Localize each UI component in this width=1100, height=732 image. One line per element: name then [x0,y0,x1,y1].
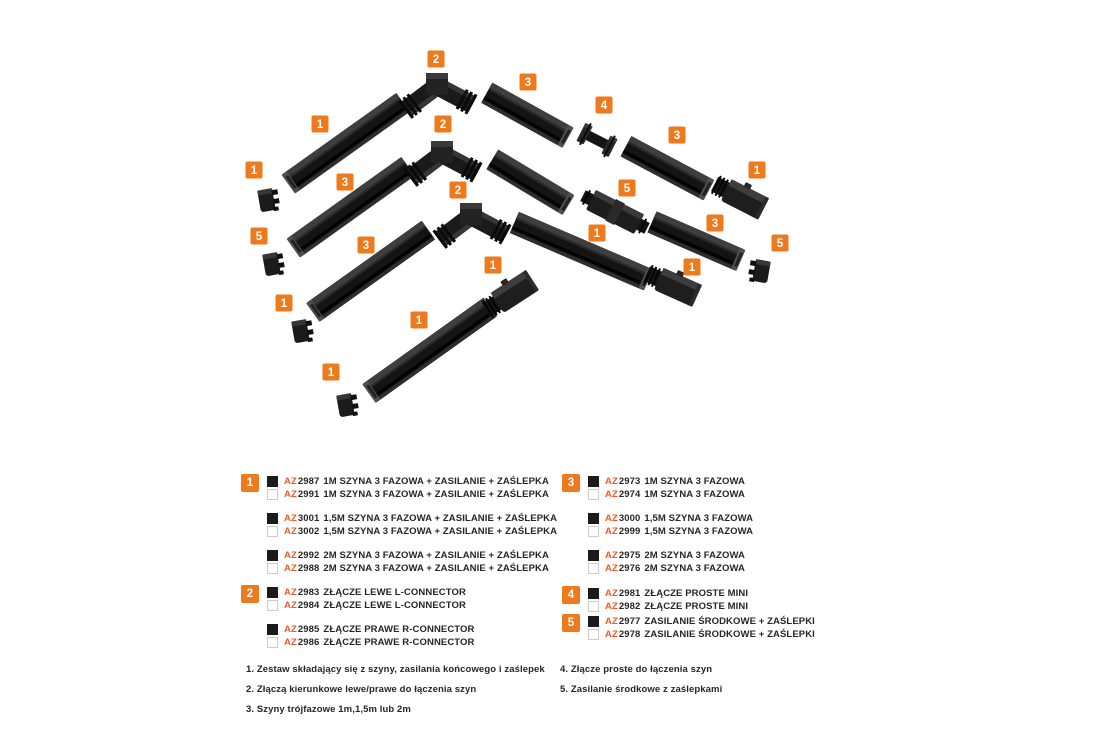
product-description: 1M SZYNA 3 FAZOWA + ZASILANIE + ZAŚLEPKA [323,476,549,487]
diagram-badge-1 [684,259,701,276]
product-row [588,488,753,501]
color-swatch-black [588,616,599,627]
product-row [588,562,753,575]
svg-text:5: 5 [255,231,263,244]
product-code: 2976 [618,563,641,574]
diagram-badge-1 [411,312,428,329]
product-code-prefix: AZ [284,587,297,598]
product-code: 2983 [297,587,320,598]
product-row [267,488,557,501]
product-row [267,475,557,488]
product-row [267,623,474,636]
svg-text:3: 3 [673,130,681,143]
legend-group-4-rows [588,587,748,624]
diagram-badge-1 [485,257,502,274]
product-code: 2981 [618,588,641,599]
product-code-prefix: AZ [605,489,618,500]
product-code: 2986 [297,637,320,648]
end-cap [257,187,281,213]
svg-text:3: 3 [711,218,719,231]
product-code-prefix: AZ [605,629,618,640]
diagram-badge-1 [246,162,263,179]
footnote: 4. Złącze proste do łączenia szyn [560,664,713,675]
diagram-badge-3 [358,237,375,254]
product-row [588,525,753,538]
product-description: 1M SZYNA 3 FAZOWA [644,489,745,500]
svg-text:2: 2 [439,119,447,132]
product-code-prefix: AZ [605,513,618,524]
product-description: 1,5M SZYNA 3 FAZOWA [644,526,754,537]
diagram-badge-3 [669,127,686,144]
color-swatch-white [588,526,599,537]
color-swatch-white [588,563,599,574]
footnote: 1. Zestaw składający się z szyny, zasilania końcowego i zaślepek [246,664,545,675]
product-code-prefix: AZ [605,526,618,537]
track-rail [481,83,573,148]
product-description: ZŁĄCZE PRAWE R-CONNECTOR [323,624,475,635]
color-swatch-black [588,550,599,561]
legend-group-2-rows [267,586,474,660]
product-code-prefix: AZ [284,550,297,561]
diagram-badge-3 [520,74,537,91]
diagram-badge-5 [772,235,789,252]
product-row [588,587,748,600]
product-description: ZŁĄCZE LEWE L-CONNECTOR [323,600,466,611]
product-row [588,628,815,641]
product-code: 2977 [618,616,641,627]
svg-text:2: 2 [454,185,462,198]
product-row [267,636,474,649]
svg-text:1: 1 [327,367,335,380]
svg-text:1: 1 [593,228,601,241]
product-code: 2999 [618,526,641,537]
end-cap [291,318,315,344]
l-connector [398,73,477,119]
product-row [267,525,557,538]
diagram-badge-1 [312,116,329,133]
product-description: 1M SZYNA 3 FAZOWA [644,476,745,487]
diagram-badge-5 [619,180,636,197]
color-swatch-white [588,489,599,500]
color-swatch-black [267,550,278,561]
color-swatch-black [267,513,278,524]
diagram-badge-1 [276,295,293,312]
track-rail [486,149,574,215]
product-description: 1,5M SZYNA 3 FAZOWA [644,513,754,524]
legend-group-1-rows [267,475,557,586]
product-code-prefix: AZ [605,601,618,612]
product-code: 2991 [297,489,320,500]
product-code-prefix: AZ [605,476,618,487]
svg-text:1: 1 [250,165,258,178]
track-rail [362,298,497,403]
diagram-badge-4 [596,97,613,114]
product-code-prefix: AZ [284,513,297,524]
svg-text:1: 1 [489,260,497,273]
product-description: ZŁĄCZE PROSTE MINI [644,601,749,612]
legend-group-3-rows [588,475,753,586]
product-description: 2M SZYNA 3 FAZOWA [644,563,745,574]
color-swatch-black [588,588,599,599]
product-row [267,599,474,612]
color-swatch-black [588,513,599,524]
product-code: 3002 [297,526,320,537]
end-cap [336,392,360,418]
product-code: 2985 [297,624,320,635]
legend-badge-1: 1 [241,474,259,492]
color-swatch-black [267,587,278,598]
legend-badge-3: 3 [562,474,580,492]
product-row [588,512,753,525]
diagram-badge-2 [428,51,445,68]
svg-text:3: 3 [524,77,532,90]
svg-text:1: 1 [280,298,288,311]
color-swatch-white [267,563,278,574]
product-code-prefix: AZ [284,526,297,537]
color-swatch-black [588,476,599,487]
color-swatch-black [267,476,278,487]
footnote: 2. Złączą kierunkowe lewe/prawe do łączenia szyn [246,684,477,695]
legend-group-5-rows [588,615,815,652]
color-swatch-white [267,600,278,611]
product-description: ZŁĄCZE LEWE L-CONNECTOR [323,587,466,598]
product-description: ZŁĄCZE PROSTE MINI [644,588,749,599]
product-description: ZŁĄCZE PRAWE R-CONNECTOR [323,637,475,648]
product-row [267,562,557,575]
product-code-prefix: AZ [284,637,297,648]
svg-text:1: 1 [688,262,696,275]
product-row [588,600,748,613]
legend-badge-2: 2 [241,585,259,603]
end-cap [747,258,771,284]
product-code-prefix: AZ [284,489,297,500]
product-code: 2987 [297,476,320,487]
product-code: 3000 [618,513,641,524]
color-swatch-black [267,624,278,635]
product-code-prefix: AZ [284,624,297,635]
diagram-badge-2 [450,182,467,199]
color-swatch-white [267,489,278,500]
svg-text:1: 1 [316,119,324,132]
svg-text:5: 5 [623,183,631,196]
footnote-column-right [560,664,722,704]
product-row [588,615,815,628]
product-code: 2975 [618,550,641,561]
product-description: ZASILANIE ŚRODKOWE + ZAŚLEPKI [644,616,815,627]
legend-badge-5: 5 [562,614,580,632]
svg-text:1: 1 [753,165,761,178]
diagram-badge-1 [589,225,606,242]
product-code: 2984 [297,600,320,611]
diagram-badge-1 [323,364,340,381]
footnote: 5. Zasilanie środkowe z zaślepkami [560,684,723,695]
end-cap [262,251,286,277]
diagram-badge-1 [749,162,766,179]
product-code-prefix: AZ [284,563,297,574]
product-code: 2992 [297,550,320,561]
product-code-prefix: AZ [605,563,618,574]
svg-text:3: 3 [362,240,370,253]
color-swatch-white [267,637,278,648]
product-code: 3001 [297,513,320,524]
product-code: 2974 [618,489,641,500]
product-code-prefix: AZ [605,550,618,561]
product-description: 2M SZYNA 3 FAZOWA + ZASILANIE + ZAŚLEPKA [323,563,549,574]
product-code: 2982 [618,601,641,612]
svg-text:5: 5 [776,238,784,251]
product-code: 2988 [297,563,320,574]
svg-text:3: 3 [341,177,349,190]
footnote: 3. Szyny trójfazowe 1m,1,5m lub 2m [246,704,411,715]
product-description: ZASILANIE ŚRODKOWE + ZAŚLEPKI [644,629,815,640]
svg-text:1: 1 [415,315,423,328]
product-row [267,549,557,562]
color-swatch-white [267,526,278,537]
diagram-badge-3 [337,174,354,191]
diagram-badge-2 [435,116,452,133]
product-row [588,475,753,488]
product-row [267,512,557,525]
footnote-column-left [246,664,545,724]
color-swatch-white [588,601,599,612]
svg-text:2: 2 [432,54,440,67]
l-connector [432,203,511,249]
product-code-prefix: AZ [605,588,618,599]
l-connector [403,141,482,187]
product-description: 1,5M SZYNA 3 FAZOWA + ZASILANIE + ZAŚLEPKA [323,513,558,524]
product-description: 1,5M SZYNA 3 FAZOWA + ZASILANIE + ZAŚLEPKA [323,526,558,537]
product-description: 1M SZYNA 3 FAZOWA + ZASILANIE + ZAŚLEPKA [323,489,549,500]
product-code-prefix: AZ [605,616,618,627]
color-swatch-white [588,629,599,640]
product-description: 2M SZYNA 3 FAZOWA + ZASILANIE + ZAŚLEPKA [323,550,549,561]
product-description: 2M SZYNA 3 FAZOWA [644,550,745,561]
product-row [267,586,474,599]
product-code-prefix: AZ [284,600,297,611]
mini-straight-connector [576,121,619,159]
product-row [588,549,753,562]
diagram-badge-5 [251,228,268,245]
product-code-prefix: AZ [284,476,297,487]
product-code: 2973 [618,476,641,487]
legend-badge-4: 4 [562,586,580,604]
product-code: 2978 [618,629,641,640]
diagram-badge-3 [707,215,724,232]
svg-text:4: 4 [600,100,608,113]
